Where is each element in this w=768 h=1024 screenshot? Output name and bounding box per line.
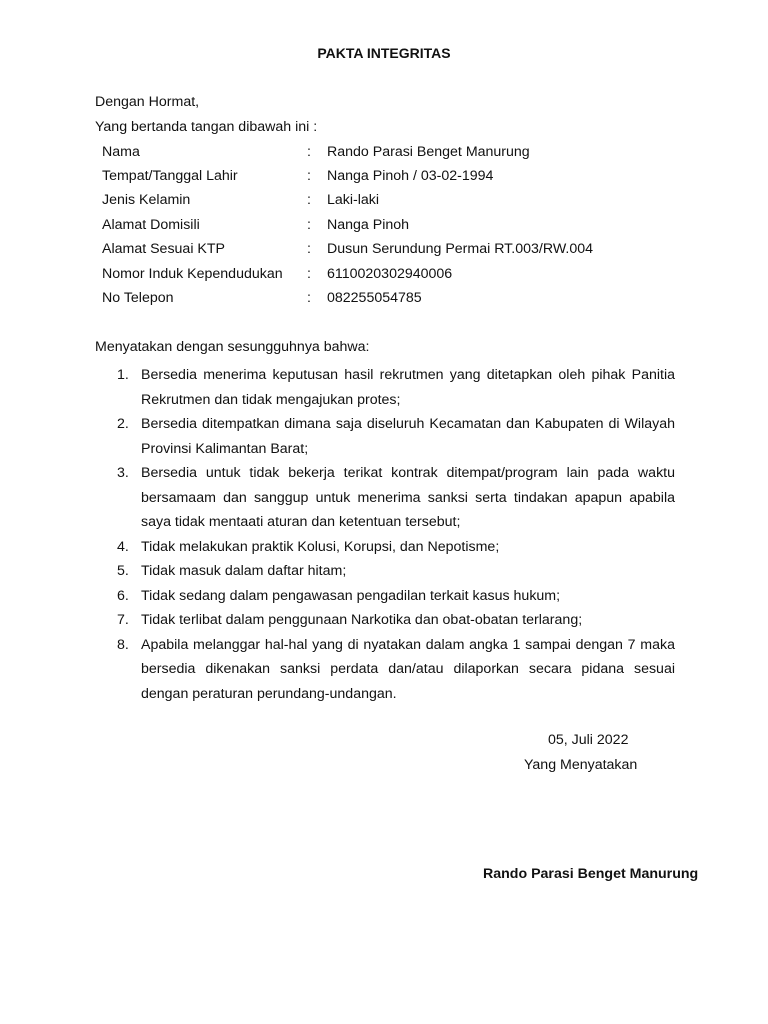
intro-text: Yang bertanda tangan dibawah ini : (95, 119, 318, 135)
list-item-number: 7. (117, 612, 129, 628)
list-item-text: Bersedia menerima keputusan hasil rekrutmen yang ditetapkan oleh pihak Panitia Rekrutmen dan tidak mengajukan protes; (141, 367, 675, 408)
identity-value: Nanga Pinoh / 03-02-1994 (327, 168, 494, 184)
list-item-number: 5. (117, 563, 129, 579)
identity-value: 6110020302940006 (327, 266, 453, 282)
identity-separator: : (307, 266, 311, 282)
identity-label: Nomor Induk Kependudukan (102, 266, 283, 282)
list-item-number: 4. (117, 538, 129, 555)
identity-label: Tempat/Tanggal Lahir (102, 168, 238, 184)
signer-name: Rando Parasi Benget Manurung (483, 866, 699, 882)
identity-value: Nanga Pinoh (327, 217, 410, 233)
identity-value: 082255054785 (327, 290, 422, 306)
list-item (95, 412, 675, 461)
list-item-number: 8. (117, 636, 129, 653)
identity-separator: : (307, 217, 311, 233)
list-item-number: 1. (117, 367, 129, 383)
identity-value: Rando Parasi Benget Manurung (327, 144, 530, 160)
statement-intro: Menyatakan dengan sesungguhnya bahwa: (95, 339, 370, 355)
list-item (95, 461, 675, 535)
list-item-text: Tidak sedang dalam pengawasan pengadilan terkait kasus hukum; (141, 587, 561, 604)
identity-separator: : (307, 192, 311, 208)
list-item-number: 3. (117, 465, 129, 481)
list-item (95, 363, 675, 412)
list-item (95, 633, 675, 707)
list-item (95, 535, 675, 560)
list-item-text: Tidak terlibat dalam penggunaan Narkotika dan obat-obatan terlarang; (141, 612, 583, 628)
list-item-text: Apabila melanggar hal-hal yang di nyatakan dalam angka 1 sampai dengan 7 maka bersedia dikenakan sanksi perdata dan/atau dilaporkan secara pidana sesuai dengan peraturan perundang-undangan. (141, 636, 675, 702)
salutation: Dengan Hormat, (95, 94, 200, 110)
signing-date: 05, Juli 2022 (548, 732, 629, 748)
document-title: PAKTA INTEGRITAS (317, 45, 451, 61)
identity-separator: : (307, 290, 311, 306)
identity-value: Dusun Serundung Permai RT.003/RW.004 (327, 241, 594, 257)
list-item-text: Tidak masuk dalam daftar hitam; (141, 563, 347, 579)
list-item (95, 584, 675, 609)
list-item (95, 608, 675, 633)
identity-label: No Telepon (102, 290, 174, 306)
list-item-number: 6. (117, 587, 129, 604)
list-item-text: Tidak melakukan praktik Kolusi, Korupsi, dan Nepotisme; (141, 538, 500, 555)
identity-separator: : (307, 241, 311, 257)
list-item-text: Bersedia ditempatkan dimana saja diseluruh Kecamatan dan Kabupaten di Wilayah Provinsi Kalimantan Barat; (141, 416, 675, 457)
identity-label: Alamat Domisili (102, 217, 200, 233)
list-item-text: Bersedia untuk tidak bekerja terikat kontrak ditempat/program lain pada waktu bersamaam dan sanggup untuk menerima sanksi serta tindakan apapun apabila saya tidak mentaati aturan dan ketentuan tersebut; (141, 465, 675, 530)
identity-label: Nama (102, 144, 140, 160)
list-item-number: 2. (117, 416, 129, 432)
identity-separator: : (307, 144, 311, 160)
statement-list (95, 363, 675, 706)
identity-label: Jenis Kelamin (102, 192, 191, 208)
identity-label: Alamat Sesuai KTP (102, 241, 226, 257)
identity-separator: : (307, 168, 311, 184)
identity-value: Laki-laki (327, 192, 380, 208)
list-item (95, 559, 675, 584)
closing-text: Yang Menyatakan (524, 757, 638, 773)
